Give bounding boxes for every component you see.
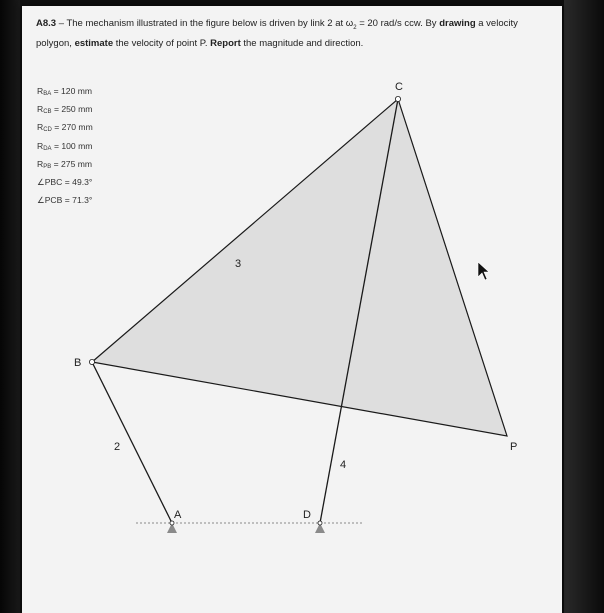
coupler-triangle bbox=[92, 99, 507, 436]
problem-id: A8.3 bbox=[36, 18, 57, 29]
joint-a bbox=[170, 521, 174, 525]
label-link-2: 2 bbox=[114, 441, 121, 453]
label-link-3: 3 bbox=[235, 258, 242, 270]
mouse-cursor-icon bbox=[478, 262, 489, 280]
joint-b bbox=[89, 359, 94, 364]
given-rba: $R_{BA} = 120$ mm bbox=[37, 86, 93, 97]
given-rpb: $R_{PB} = 275$ mm bbox=[37, 158, 93, 170]
label-link-4: 4 bbox=[340, 459, 347, 471]
given-rda: $R_{DA} = 100$ mm bbox=[37, 140, 93, 152]
given-rcb: $R_{CB} = 250$ mm bbox=[37, 104, 93, 116]
document-page bbox=[22, 6, 562, 613]
given-rcd: $R_{CD} = 270$ mm bbox=[37, 122, 93, 134]
given-angle-pbc: ∠PBC = 49.3° bbox=[37, 177, 93, 188]
mechanism-figure bbox=[22, 6, 562, 613]
joint-d bbox=[318, 521, 322, 525]
label-point-b: B bbox=[74, 357, 82, 369]
given-angle-pcb: ∠PCB = 71.3° bbox=[37, 195, 93, 206]
left-bezel bbox=[0, 0, 20, 613]
link-2 bbox=[92, 362, 172, 523]
label-point-d: D bbox=[303, 509, 311, 521]
joint-c bbox=[395, 96, 400, 101]
label-point-p: P bbox=[510, 441, 518, 453]
problem-statement: A8.3 – The mechanism illustrated in the figure below is driven by link 2 at $\omega_2 = 20$ rad/s ccw. By drawing a velocity polygon, estimate the velocity of point P. Report the magnitude and direction. bbox=[36, 18, 518, 49]
label-point-a: A bbox=[174, 509, 182, 521]
right-bezel bbox=[564, 0, 604, 613]
label-point-c: C bbox=[395, 81, 403, 93]
